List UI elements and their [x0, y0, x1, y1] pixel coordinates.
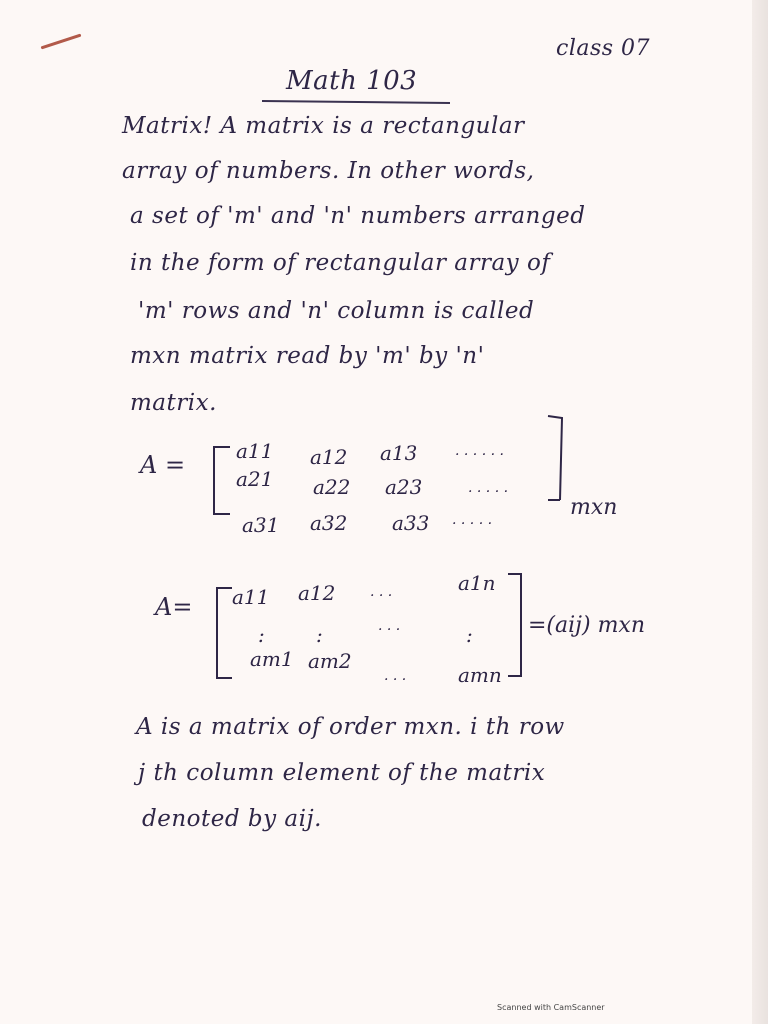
- matrix1-right-bracket: [548, 416, 562, 500]
- paragraph-line-4: in the form of rectangular array of: [130, 250, 551, 276]
- matrix2-right-bracket: [508, 574, 521, 676]
- matrix1-cell: a21: [236, 467, 274, 491]
- matrix2-dots: . . .: [370, 584, 393, 600]
- matrix1-cell: a13: [380, 441, 418, 465]
- matrix2-dots: :: [258, 623, 265, 647]
- matrix2-cell: a11: [232, 585, 270, 609]
- matrix1-order: mxn: [570, 495, 618, 520]
- matrix2-cell: am1: [250, 647, 294, 671]
- class-label: class 07: [556, 36, 651, 61]
- matrix1-cell: a12: [310, 445, 348, 469]
- matrix1-dots: . . . . .: [452, 512, 493, 528]
- closing-line-1: A is a matrix of order mxn. i th row: [136, 714, 565, 740]
- page-edge-strip: [752, 0, 768, 1024]
- matrix2-dots: . . .: [384, 668, 407, 684]
- paragraph-line-3: a set of 'm' and 'n' numbers arranged: [130, 203, 586, 229]
- page-title: Math 103: [286, 66, 418, 96]
- paragraph-line-5: 'm' rows and 'n' column is called: [138, 298, 535, 324]
- scanner-footer: Scanned with CamScanner: [497, 1003, 605, 1012]
- matrix1-cell: a31: [242, 513, 280, 537]
- matrix1-cell: a32: [310, 511, 348, 535]
- matrix2-cell: amn: [458, 663, 502, 687]
- matrix1-cell: a22: [313, 475, 351, 499]
- matrix1-dots: . . . . . .: [455, 443, 504, 459]
- closing-line-3: denoted by aij.: [142, 806, 322, 832]
- closing-line-2: j th column element of the matrix: [138, 760, 546, 786]
- matrix2-left-bracket: [217, 588, 232, 678]
- matrix2-cell: a12: [298, 581, 336, 605]
- paragraph-line-2: array of numbers. In other words,: [122, 158, 535, 184]
- matrix2-cell: a1n: [458, 571, 496, 595]
- matrix1-lhs: A =: [140, 451, 186, 479]
- matrix2-dots: . . .: [378, 618, 401, 634]
- matrix1-left-bracket: [214, 447, 230, 514]
- matrix2-lhs: A=: [155, 593, 193, 621]
- paragraph-line-1: Matrix! A matrix is a rectangular: [122, 113, 525, 139]
- matrix1-cell: a11: [236, 439, 274, 463]
- matrix2-rhs: =(aij) mxn: [528, 613, 646, 638]
- matrix1-cell: a33: [392, 511, 430, 535]
- paragraph-line-7: matrix.: [130, 390, 217, 416]
- matrix2-dots: :: [316, 623, 323, 647]
- matrix2-dots: :: [466, 623, 473, 647]
- matrix2-cell: am2: [308, 649, 352, 673]
- matrix1-cell: a23: [385, 475, 423, 499]
- matrix1-dots: . . . . .: [468, 480, 509, 496]
- paragraph-line-6: mxn matrix read by 'm' by 'n': [130, 343, 485, 369]
